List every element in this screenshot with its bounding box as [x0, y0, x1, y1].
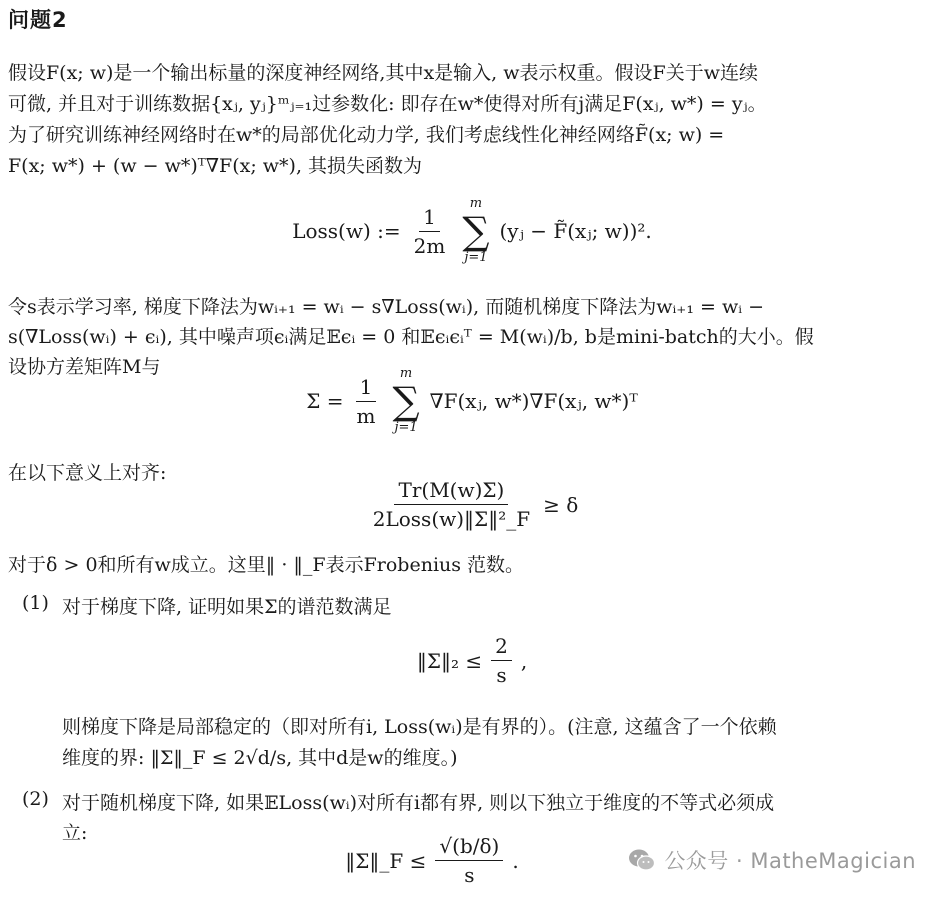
sum-upper-limit: m — [399, 366, 413, 381]
paragraph-line: 设协方差矩阵M与 — [8, 356, 161, 378]
item-number: (1) — [22, 592, 49, 614]
sum-lower-limit: j=1 — [464, 250, 488, 265]
inequality-tail: . — [512, 848, 519, 873]
fraction-numerator: 2 — [491, 634, 512, 661]
paragraph-line: 可微, 并且对于训练数据{xⱼ, yⱼ}ᵐⱼ₌₁过参数化: 即存在w*使得对所有j满足F(xⱼ, w*) = yⱼ。 — [8, 93, 767, 115]
fraction-numerator: √(b/δ) — [435, 834, 503, 861]
fraction-denominator: s — [496, 663, 507, 687]
sigma-body: ∇F(xⱼ, w*)∇F(xⱼ, w*)ᵀ — [429, 389, 638, 413]
paragraph-line: 对于δ > 0和所有w成立。这里‖ · ‖_F表示Frobenius 范数。 — [8, 554, 525, 576]
item-text: 立: — [62, 822, 88, 844]
paragraph-line: 为了研究训练神经网络时在w*的局部优化动力学, 我们考虑线性化神经网络F̃(x; w) = — [8, 124, 725, 146]
inequality-tail: , — [520, 648, 528, 673]
fraction-denominator: 2m — [413, 233, 446, 258]
sigma-equation — [0, 366, 944, 436]
item-text: 对于梯度下降, 证明如果Σ的谱范数满足 — [62, 596, 392, 618]
sigma-symbol: ∑ — [392, 379, 420, 423]
loss-fraction — [410, 205, 450, 258]
loss-lhs: Loss(w) := — [292, 219, 401, 243]
item-text: 对于随机梯度下降, 如果𝔼Loss(wᵢ)对所有i都有界, 则以下独立于维度的不等式必须成 — [62, 792, 775, 814]
inequality-lhs: ‖Σ‖_F ≤ — [345, 848, 427, 873]
paragraph-line: 在以下意义上对齐: — [8, 462, 167, 484]
sum-lower-limit: j=1 — [394, 420, 418, 435]
sigma-symbol: ∑ — [462, 209, 490, 253]
watermark — [628, 845, 916, 875]
inequality-fraction — [435, 834, 503, 887]
fraction-denominator: s — [464, 863, 475, 887]
alignment-fraction — [369, 478, 534, 531]
loss-body: (yⱼ − F̃(xⱼ; w))². — [499, 219, 652, 243]
item-note-line: 则梯度下降是局部稳定的（即对所有i, Loss(wᵢ)是有界的）。(注意, 这蕴含了一个依赖 — [62, 716, 777, 738]
paragraph-line: 令s表示学习率, 梯度下降法为wᵢ₊₁ = wᵢ − s∇Loss(wᵢ), 而随机梯度下降法为wᵢ₊₁ = wᵢ − — [8, 296, 764, 318]
sum-upper-limit: m — [469, 196, 483, 211]
sigma-lhs: Σ = — [306, 389, 344, 413]
spectral-norm-inequality — [0, 634, 944, 687]
fraction-denominator: m — [356, 403, 376, 428]
summation — [393, 366, 420, 436]
loss-equation — [0, 196, 944, 266]
paragraph-line: F(x; w*) + (w − w*)ᵀ∇F(x; w*), 其损失函数为 — [8, 155, 423, 177]
fraction-numerator: Tr(M(w)Σ) — [394, 478, 508, 505]
fraction-denominator: 2Loss(w)‖Σ‖²_F — [372, 507, 531, 531]
item-note-line: 维度的界: ‖Σ‖_F ≤ 2√d/s, 其中d是w的维度。) — [62, 747, 458, 769]
inequality-fraction — [491, 634, 512, 687]
summation — [462, 196, 489, 266]
wechat-icon — [628, 848, 656, 872]
fraction-numerator: 1 — [356, 375, 377, 402]
alignment-rhs: ≥ δ — [543, 492, 579, 517]
paragraph-line: 假设F(x; w)是一个输出标量的深度神经网络,其中x是输入, w表示权重。假设F关于w连续 — [8, 62, 758, 84]
sigma-fraction — [353, 375, 380, 428]
paragraph-line: s(∇Loss(wᵢ) + ϵᵢ), 其中噪声项ϵᵢ满足𝔼ϵᵢ = 0 和𝔼ϵᵢϵᵢᵀ = M(wᵢ)/b, b是mini-batch的大小。假 — [8, 326, 814, 348]
problem-title: 问题2 — [8, 8, 68, 32]
inequality-lhs: ‖Σ‖₂ ≤ — [416, 648, 483, 673]
fraction-numerator: 1 — [419, 205, 440, 232]
item-number: (2) — [22, 788, 49, 810]
alignment-inequality — [0, 478, 944, 531]
watermark-text: 公众号 · MatheMagician — [664, 849, 916, 873]
